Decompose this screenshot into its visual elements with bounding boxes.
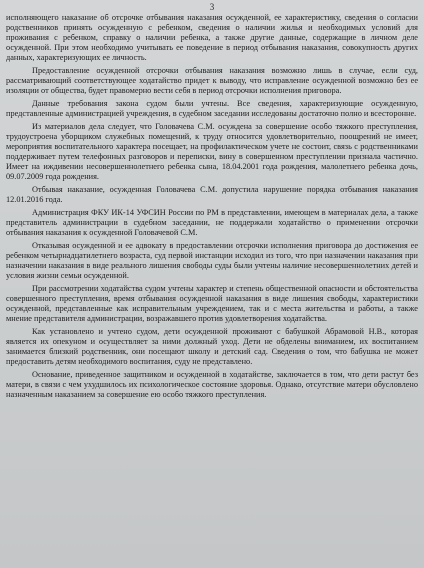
page-number: 3 <box>209 2 215 12</box>
paragraph-10: Основание, приведенное защитником и осужденной в ходатайстве, заключается в том, что дети растут без матери, в связи с чем ухудшилось их психологическое состояние здоровья. Однако, отсутствие матери обусловлено назначенным наказанием за совершение ею особо тяжкого преступления. <box>6 370 418 399</box>
paragraph-1: исполняющего наказание об отсрочке отбывания наказания осужденной, ее характеристику, сведения о согласии родственников принять осужденную с ребенком, сведения о наличии жилья и необходимых условий для проживания с ребенком, справку о наличии ребенка, а также другие данные, содержащие в личном деле осужденной. При этом необходимо учитывать ее поведение в период отбывания наказания, совокупность других данных, характеризующих ее личность. <box>6 13 418 62</box>
paragraph-2: Предоставление осужденной отсрочки отбывания наказания возможно лишь в случае, если суд, рассматривающий соответствующее ходатайство придет к выводу, что исправление осужденной возможно без ее изоляции от общества, будет правомерно вести себя в период отсрочки исполнения приговора. <box>6 66 418 95</box>
paragraph-8: При рассмотрении ходатайства судом учтены характер и степень общественной опасности и обстоятельства совершенного преступления, время отбывания осужденной наказания в виде лишения свободы, характеристики осужденной, представленные как исправительным учреждением, так и с места жительства и работы, а также мнение представителя администрации, возражавшего против удовлетворения ходатайства. <box>6 284 418 323</box>
document-body <box>6 13 418 403</box>
paragraph-6: Администрация ФКУ ИК-14 УФСИН России по РМ в представлении, имеющем в материалах дела, а также представитель администрации в судебном заседании, не поддержали ходатайство о применении отсрочки отбывания наказания к осужденной Головачевой С.М. <box>6 208 418 237</box>
paragraph-9: Как установлено и учтено судом, дети осужденной проживают с бабушкой Абрамовой Н.В., которая является их опекуном и осуществляет за ними должный уход. Дети не обделены вниманием, их воспитанием занимается близкий родственник, они посещают школу и детский сад. Сведения о том, что бабушка не может предоставить детям необходимого воспитания, суду не представлено. <box>6 327 418 366</box>
paragraph-3: Данные требования закона судом были учтены. Все сведения, характеризующие осужденную, представленные администрацией учреждения, в судебном заседании исследованы достаточно полно и всесторонне. <box>6 99 418 118</box>
paragraph-7: Отказывая осужденной и ее адвокату в предоставлении отсрочки исполнения приговора до достижения ее ребенком четырнадцатилетнего возраста, суд первой инстанции исходил из того, что при назначении наказания при назначении наказания в виде реального лишения свободы суды были учтены наличие несовершеннолетних детей и условия жизни семьи осужденной. <box>6 241 418 280</box>
paragraph-5: Отбывая наказание, осужденная Головачева С.М. допустила нарушение порядка отбывания наказания 12.01.2016 года. <box>6 185 418 204</box>
paragraph-4: Из материалов дела следует, что Головачева С.М. осуждена за совершение особо тяжкого преступления, трудоустроена уборщиком служебных помещений, к труду относится удовлетворительно, поощрений не имеет, мероприятия воспитательного характера посещает, на профилактическом учете не состоит, связь с родственниками поддерживает путем телефонных разговоров и переписки, вину в совершенном преступлении признала частично. Имеет на иждивении несовершеннолетнего ребенка сына, 18.04.2001 года рождения, малолетнего ребенка дочь, 09.07.2009 года рождения. <box>6 122 418 181</box>
